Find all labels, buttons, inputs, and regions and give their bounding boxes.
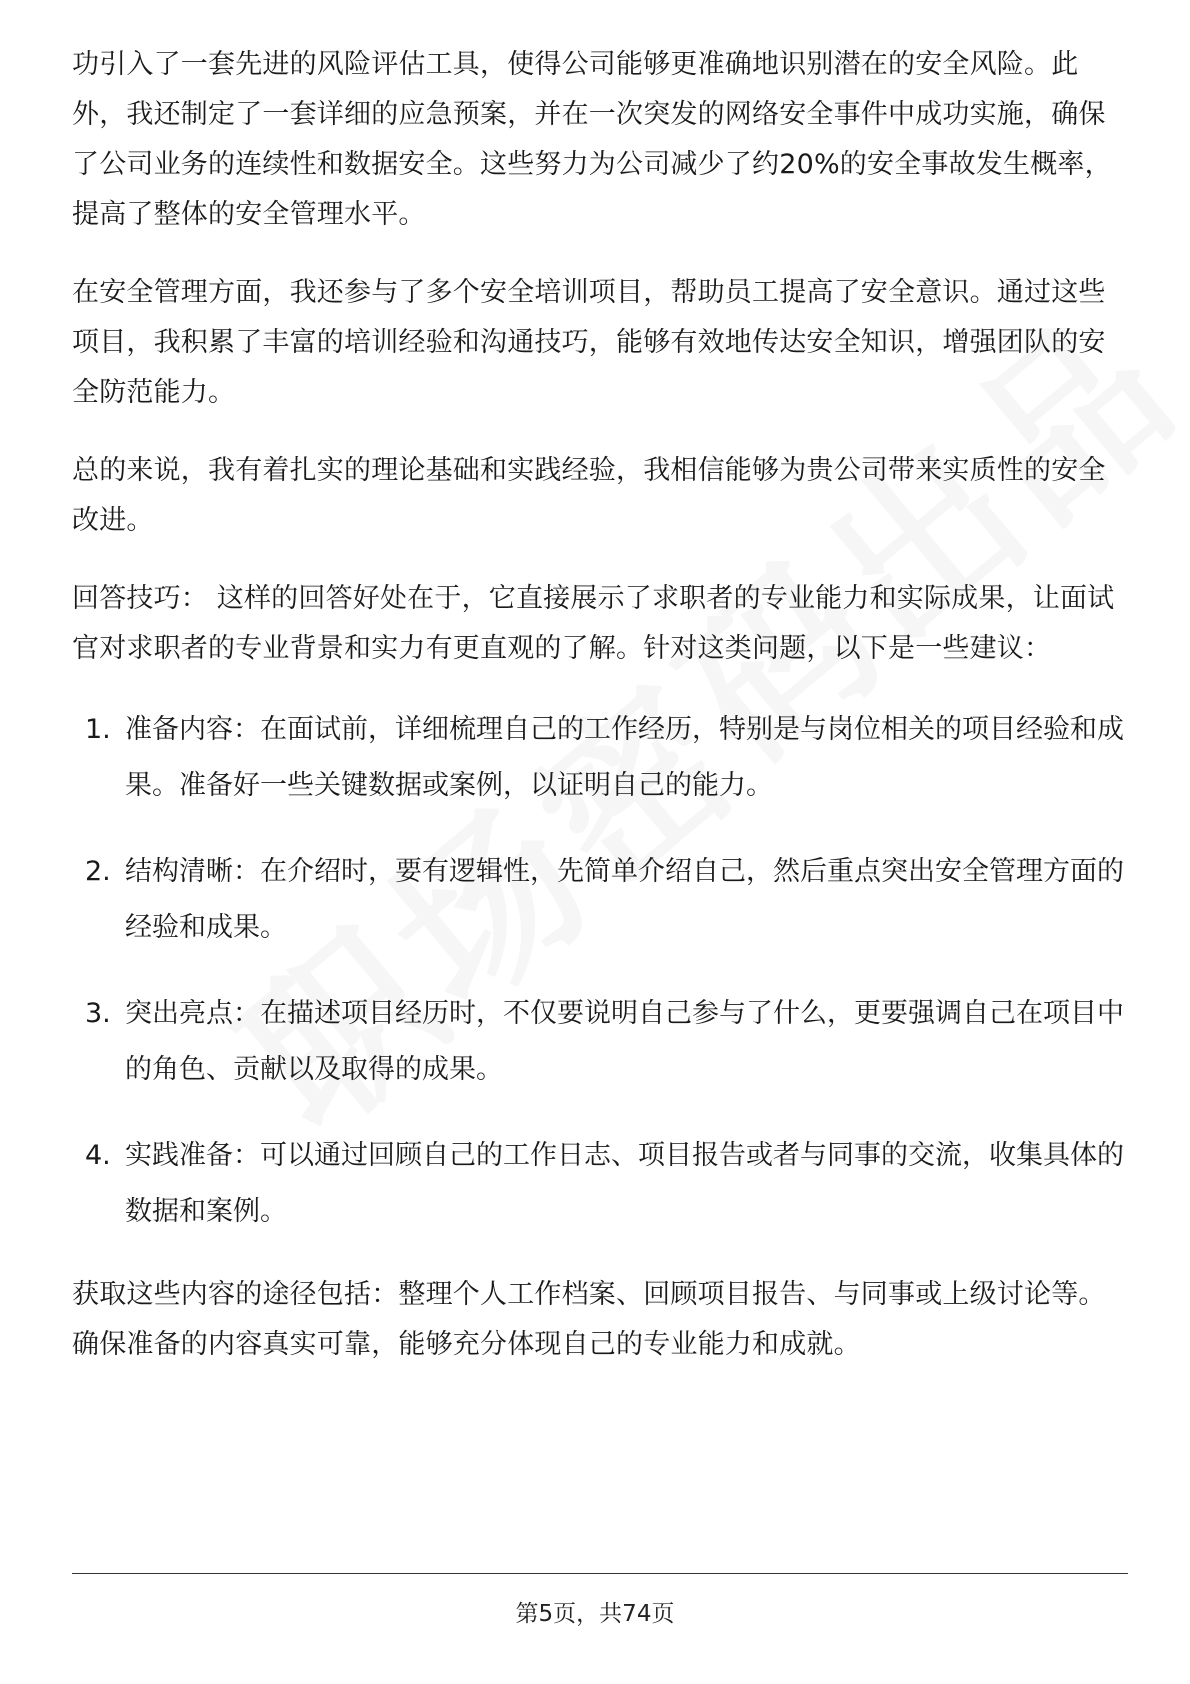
paragraph-achievements: 功引入了一套先进的风险评估工具，使得公司能够更准确地识别潜在的安全风险。此外，我还制定了一套详细的应急预案，并在一次突发的网络安全事件中成功实施，确保了公司业务的连续性和数据安全。这些努力为公司减少了约20%的安全事故发生概率，提高了整体的安全管理水平。 <box>72 49 1112 230</box>
list-item-number: 3. <box>85 998 111 1029</box>
paragraph-answer-tips: 回答技巧： 这样的回答好处在于，它直接展示了求职者的专业能力和实际成果，让面试官对求职者的专业背景和实力有更直观的了解。针对这类问题，以下是一些建议： <box>72 583 1115 664</box>
list-item-number: 2. <box>85 856 111 887</box>
paragraph-summary: 总的来说，我有着扎实的理论基础和实践经验，我相信能够为贵公司带来实质性的安全改进。 <box>72 455 1106 536</box>
list-item-number: 4. <box>85 1140 111 1171</box>
paragraph-training: 在安全管理方面，我还参与了多个安全培训项目，帮助员工提高了安全意识。通过这些项目，我积累了丰富的培训经验和沟通技巧，能够有效地传达安全知识，增强团队的安全防范能力。 <box>72 277 1106 408</box>
list-item-text: 突出亮点：在描述项目经历时，不仅要说明自己参与了什么，更要强调自己在项目中的角色、贡献以及取得的成果。 <box>125 998 1124 1085</box>
list-item <box>72 1128 1128 1240</box>
list-item <box>72 986 1128 1098</box>
footer-divider <box>72 1573 1128 1574</box>
tips-list <box>72 702 1128 1240</box>
list-item <box>72 844 1128 956</box>
list-item-text: 准备内容：在面试前，详细梳理自己的工作经历，特别是与岗位相关的项目经验和成果。准备好一些关键数据或案例，以证明自己的能力。 <box>125 714 1124 801</box>
paragraph-closing: 获取这些内容的途径包括：整理个人工作档案、回顾项目报告、与同事或上级讨论等。确保准备的内容真实可靠，能够充分体现自己的专业能力和成就。 <box>72 1279 1106 1360</box>
list-item-number: 1. <box>85 714 111 745</box>
list-item <box>72 702 1128 814</box>
list-item-text: 结构清晰：在介绍时，要有逻辑性，先简单介绍自己，然后重点突出安全管理方面的经验和成果。 <box>125 856 1124 943</box>
document-body <box>72 40 1128 1398</box>
page-number: 第5页，共74页 <box>515 1601 675 1627</box>
list-item-text: 实践准备：可以通过回顾自己的工作日志、项目报告或者与同事的交流，收集具体的数据和案例。 <box>125 1140 1124 1227</box>
